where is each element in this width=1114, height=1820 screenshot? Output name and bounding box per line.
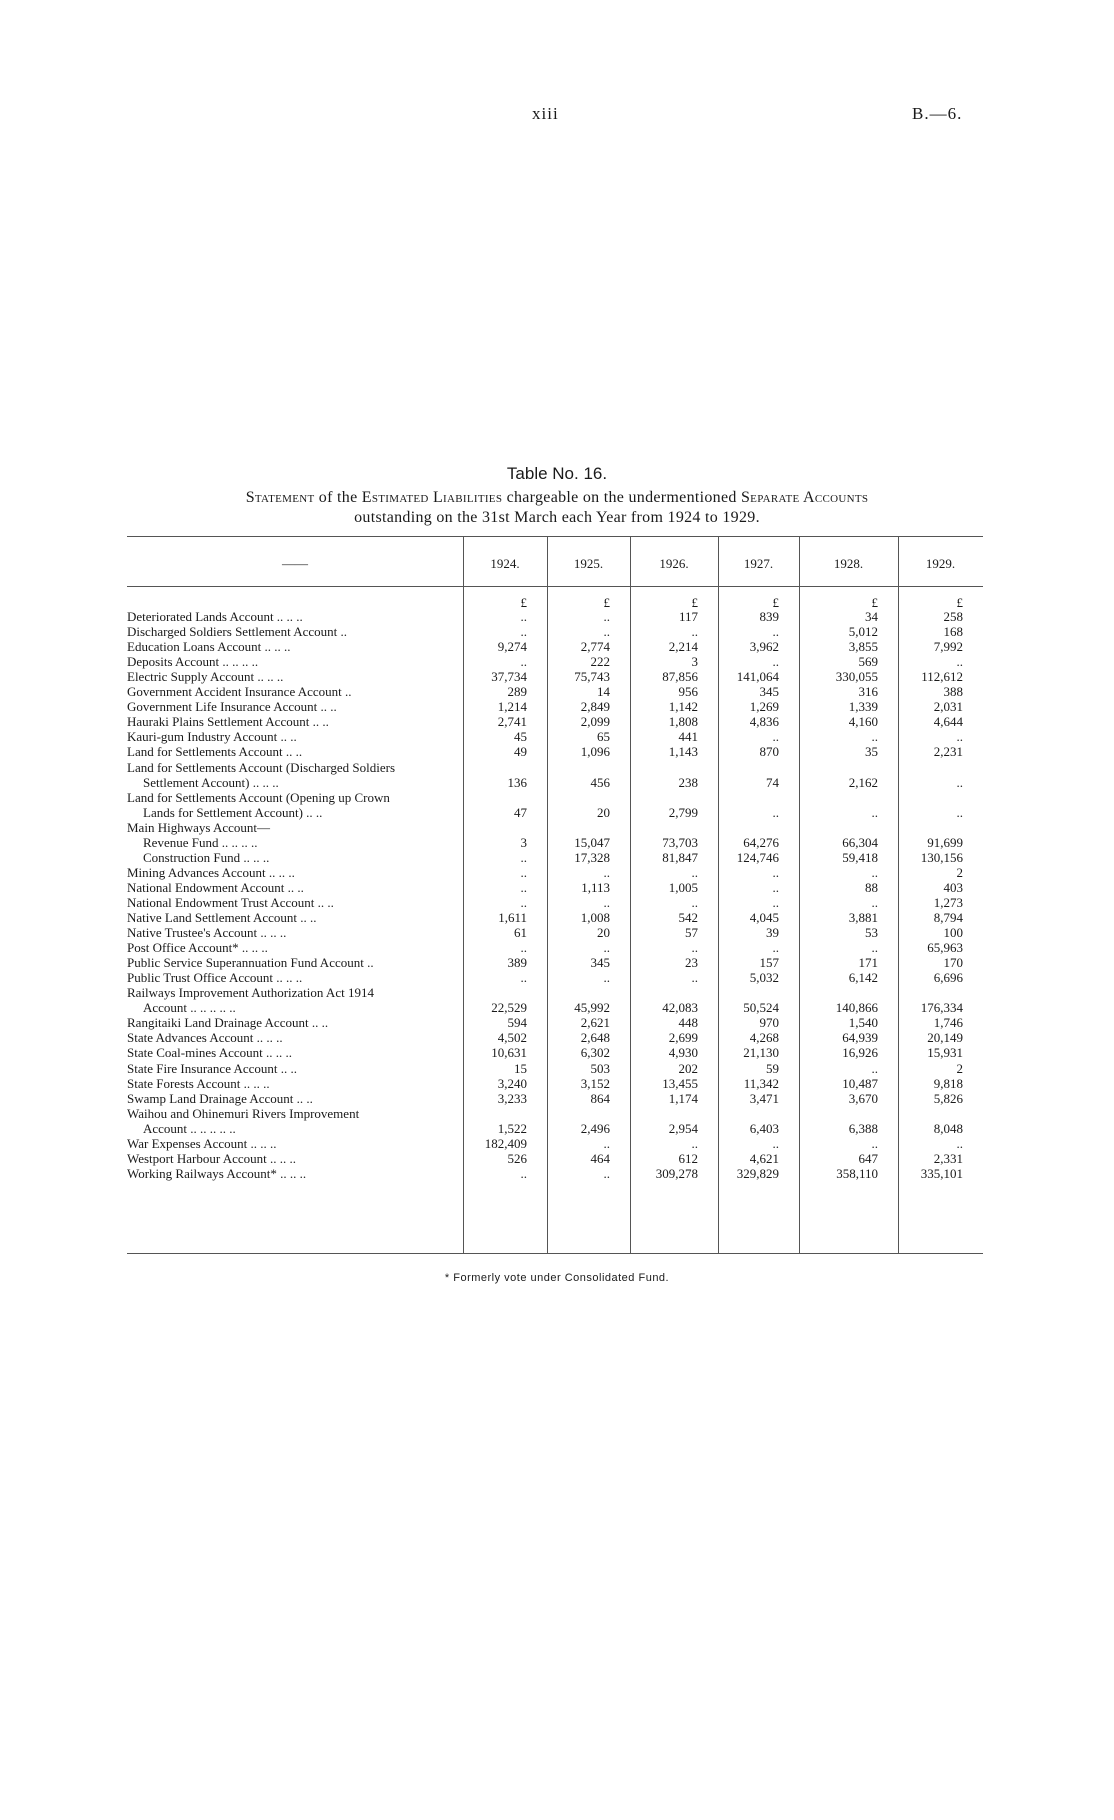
- table-cell: ..: [603, 864, 610, 880]
- table-cell: 17,328: [574, 849, 610, 865]
- table-cell: 130,156: [920, 849, 963, 865]
- table-header-rule: [127, 586, 983, 587]
- table-cell: 388: [943, 684, 963, 700]
- page-number: xiii: [532, 104, 559, 123]
- table-cell: 1,174: [668, 1090, 698, 1106]
- table-cell: ..: [603, 1165, 610, 1181]
- table-cell: ..: [603, 624, 610, 640]
- table-subtitle-line2: outstanding on the 31st March each Year from 1924 to 1929.: [354, 509, 760, 526]
- table-cell: 569: [858, 654, 878, 670]
- row-label: Education Loans Account .. .. ..: [127, 639, 291, 655]
- table-cell: 7,992: [933, 639, 963, 655]
- table-cell: 612: [678, 1150, 698, 1166]
- table-cell: 4,836: [749, 714, 779, 730]
- table-cell: 64,276: [743, 834, 779, 850]
- table-cell: ..: [520, 894, 527, 910]
- row-label: Westport Harbour Account .. .. ..: [127, 1150, 296, 1166]
- row-label: Revenue Fund .. .. .. ..: [143, 834, 258, 850]
- table-cell: 6,403: [749, 1120, 779, 1136]
- table-cell: ..: [772, 624, 779, 640]
- subtitle-estimated-liabilities: Estimated Liabilities: [361, 489, 503, 506]
- row-label: Deteriorated Lands Account .. .. ..: [127, 609, 303, 624]
- table-cell: 34: [865, 609, 878, 624]
- table-cell: 289: [507, 684, 527, 700]
- year-header: 1927.: [743, 556, 774, 571]
- row-label: Government Life Insurance Account .. ..: [127, 699, 337, 715]
- row-label: Main Highways Account—: [127, 819, 270, 835]
- table-cell: ..: [520, 864, 527, 880]
- table-cell: 11,342: [743, 1075, 779, 1091]
- table-cell: 42,083: [662, 1000, 698, 1016]
- table-cell: 65: [597, 729, 610, 745]
- table-cell: 202: [678, 1060, 698, 1076]
- table-cell: 238: [678, 774, 698, 790]
- table-cell: 3,240: [497, 1075, 527, 1091]
- table-cell: 168: [943, 624, 963, 640]
- year-header: 1928.: [833, 556, 864, 571]
- table-cell: 2,031: [933, 699, 963, 715]
- row-label: State Advances Account .. .. ..: [127, 1030, 283, 1046]
- table-cell: ..: [603, 940, 610, 956]
- table-cell: 65,963: [927, 940, 963, 956]
- table-cell: 141,064: [736, 669, 779, 685]
- row-label: State Coal-mines Account .. .. ..: [127, 1045, 293, 1061]
- table-cell: 222: [590, 654, 610, 670]
- row-label: Railways Improvement Authorization Act 1914: [127, 985, 374, 1001]
- table-cell: 8,048: [933, 1120, 963, 1136]
- table-cell: 9,274: [497, 639, 527, 655]
- table-cell: ..: [956, 774, 963, 790]
- table-cell: ..: [691, 624, 698, 640]
- table-cell: ..: [871, 940, 878, 956]
- row-label: Kauri-gum Industry Account .. ..: [127, 729, 297, 745]
- row-label: Mining Advances Account .. .. ..: [127, 864, 295, 880]
- row-label: National Endowment Trust Account .. ..: [127, 894, 334, 910]
- table-cell: 59: [766, 1060, 779, 1076]
- row-label: State Forests Account .. .. ..: [127, 1075, 270, 1091]
- row-label: Government Accident Insurance Account ..: [127, 684, 352, 700]
- table-cell: 441: [678, 729, 698, 745]
- liabilities-table: [127, 536, 983, 1254]
- table-cell: 91,699: [927, 834, 963, 850]
- table-cell: 8,794: [933, 910, 963, 925]
- table-cell: 1,143: [668, 744, 698, 760]
- table-cell: 3,962: [749, 639, 779, 655]
- table-cell: ..: [871, 804, 878, 820]
- subtitle-of-the: of the: [318, 489, 358, 506]
- table-cell: 1,096: [580, 744, 610, 760]
- table-cell: 117: [678, 609, 698, 624]
- table-cell: 3: [520, 834, 527, 850]
- table-cell: 13,455: [662, 1075, 698, 1091]
- table-cell: 136: [507, 774, 527, 790]
- table-cell: 35: [865, 744, 878, 760]
- table-cell: 87,856: [662, 669, 698, 685]
- table-cell: 335,101: [920, 1165, 963, 1181]
- row-label: Rangitaiki Land Drainage Account .. ..: [127, 1015, 329, 1031]
- table-cell: 170: [943, 955, 963, 971]
- table-cell: 2,496: [580, 1120, 610, 1136]
- table-cell: 2,231: [933, 744, 963, 760]
- table-cell: ..: [772, 894, 779, 910]
- table-cell: 6,696: [933, 970, 963, 986]
- table-cell: 47: [514, 804, 527, 820]
- table-cell: 3,881: [848, 910, 878, 925]
- table-cell: 3,233: [497, 1090, 527, 1106]
- table-cell: 15,047: [574, 834, 610, 850]
- table-cell: 81,847: [662, 849, 698, 865]
- table-cell: ..: [520, 970, 527, 986]
- table-cell: 870: [759, 744, 779, 760]
- table-cell: ..: [691, 864, 698, 880]
- table-cell: 6,388: [848, 1120, 878, 1136]
- table-cell: ..: [772, 879, 779, 895]
- table-cell: 4,268: [749, 1030, 779, 1046]
- table-cell: 594: [507, 1015, 527, 1031]
- table-cell: 124,746: [736, 849, 779, 865]
- row-label: Post Office Account* .. .. ..: [127, 940, 268, 956]
- year-header: 1924.: [490, 556, 520, 571]
- table-cell: 4,502: [497, 1030, 527, 1046]
- table-cell: 2,699: [668, 1030, 698, 1046]
- table-cell: 329,829: [736, 1165, 779, 1181]
- table-cell: 66,304: [842, 834, 878, 850]
- table-cell: 1,005: [668, 879, 698, 895]
- table-cell: ..: [603, 970, 610, 986]
- table-cell: 864: [590, 1090, 610, 1106]
- table-cell: 1,269: [749, 699, 779, 715]
- table-cell: 1,142: [668, 699, 698, 715]
- table-cell: 3: [691, 654, 698, 670]
- table-cell: ..: [691, 940, 698, 956]
- table-cell: ..: [956, 1135, 963, 1151]
- table-cell: 2,799: [668, 804, 698, 820]
- row-label: Lands for Settlement Account) .. ..: [143, 804, 323, 820]
- subtitle-statement: Statement: [245, 489, 315, 506]
- table-cell: 59,418: [842, 849, 878, 865]
- table-cell: 647: [858, 1150, 878, 1166]
- table-cell: 1,611: [498, 910, 527, 925]
- table-cell: 14: [597, 684, 610, 700]
- row-label: Native Trustee's Account .. .. ..: [127, 925, 287, 941]
- table-cell: 526: [507, 1150, 527, 1166]
- table-cell: 176,334: [920, 1000, 963, 1016]
- table-cell: ..: [520, 609, 527, 624]
- table-cell: ..: [772, 729, 779, 745]
- table-cell: ..: [520, 940, 527, 956]
- table-cell: ..: [871, 864, 878, 880]
- footnote: * Formerly vote under Consolidated Fund.: [444, 1272, 670, 1284]
- row-label: Land for Settlements Account (Opening up Crown: [127, 789, 390, 805]
- table-cell: ..: [956, 804, 963, 820]
- row-label: Deposits Account .. .. .. ..: [127, 654, 259, 670]
- table-cell: ..: [772, 804, 779, 820]
- table-cell: 10,487: [842, 1075, 878, 1091]
- year-header: 1929.: [925, 556, 956, 571]
- table-cell: 20,149: [927, 1030, 963, 1046]
- row-label: Account .. .. .. .. ..: [143, 1120, 236, 1136]
- table-cell: 5,032: [749, 970, 779, 986]
- table-cell: 839: [759, 609, 779, 624]
- row-label: State Fire Insurance Account .. ..: [127, 1060, 298, 1076]
- table-cell: 61: [514, 925, 527, 941]
- row-label: Native Land Settlement Account .. ..: [127, 910, 317, 925]
- table-cell: 309,278: [655, 1165, 698, 1181]
- table-cell: 2,741: [497, 714, 527, 730]
- table-cell: 10,631: [491, 1045, 527, 1061]
- table-cell: 2,849: [580, 699, 610, 715]
- table-cell: 464: [590, 1150, 610, 1166]
- table-cell: 171: [858, 955, 878, 971]
- table-cell: 316: [858, 684, 878, 700]
- table-cell: 345: [759, 684, 779, 700]
- table-cell: ..: [772, 864, 779, 880]
- table-cell: 112,612: [921, 669, 963, 685]
- table-cell: ..: [603, 1135, 610, 1151]
- table-cell: ..: [772, 940, 779, 956]
- table-cell: 157: [759, 955, 779, 971]
- table-cell: 2,648: [580, 1030, 610, 1046]
- table-cell: 1,522: [497, 1120, 527, 1136]
- table-cell: 2,214: [668, 639, 698, 655]
- table-cell: 6,302: [580, 1045, 610, 1061]
- table-cell: ..: [871, 894, 878, 910]
- table-cell: 542: [678, 910, 698, 925]
- table-cell: ..: [691, 970, 698, 986]
- table-cell: ..: [520, 1165, 527, 1181]
- table-cell: 2,162: [848, 774, 878, 790]
- table-cell: 358,110: [836, 1165, 878, 1181]
- unit-label: £: [691, 595, 698, 610]
- document-reference: B.—6.: [912, 104, 963, 123]
- table-cell: 2: [956, 1060, 963, 1076]
- table-cell: 2,774: [580, 639, 610, 655]
- unit-label: £: [603, 595, 610, 610]
- table-cell: 53: [865, 925, 878, 941]
- table-cell: 73,703: [662, 834, 698, 850]
- table-cell: 50,524: [743, 1000, 779, 1016]
- table-cell: ..: [520, 879, 527, 895]
- row-label: Waihou and Ohinemuri Rivers Improvement: [127, 1105, 360, 1121]
- subtitle-chargeable: chargeable on the undermentioned: [506, 489, 737, 506]
- row-label: Discharged Soldiers Settlement Account ..: [127, 624, 347, 640]
- table-cell: 456: [590, 774, 610, 790]
- table-cell: ..: [603, 894, 610, 910]
- table-cell: 39: [766, 925, 779, 941]
- table-cell: 956: [678, 684, 698, 700]
- table-cell: 45,992: [574, 1000, 610, 1016]
- table-cell: 74: [766, 774, 779, 790]
- row-label: Public Trust Office Account .. .. ..: [127, 970, 303, 986]
- row-label: Working Railways Account* .. .. ..: [127, 1165, 307, 1181]
- table-cell: 6,142: [848, 970, 878, 986]
- table-cell: ..: [691, 894, 698, 910]
- table-bottom-rule: [127, 1253, 983, 1254]
- table-cell: 21,130: [743, 1045, 779, 1061]
- table-cell: ..: [871, 729, 878, 745]
- table-cell: 403: [943, 879, 963, 895]
- table-cell: 2,331: [933, 1150, 963, 1166]
- table-cell: 9,818: [933, 1075, 963, 1091]
- table-cell: 1,808: [668, 714, 698, 730]
- table-cell: 16,926: [842, 1045, 878, 1061]
- table-cell: 140,866: [835, 1000, 878, 1016]
- table-cell: ..: [871, 1135, 878, 1151]
- table-cell: ..: [520, 849, 527, 865]
- table-subtitle-line1: [0, 489, 1114, 507]
- table-cell: 1,113: [581, 879, 610, 895]
- table-cell: 1,214: [497, 699, 527, 715]
- table-cell: 2,099: [580, 714, 610, 730]
- table-cell: 4,160: [848, 714, 878, 730]
- row-label: Land for Settlements Account .. ..: [127, 744, 303, 760]
- table-cell: ..: [871, 1060, 878, 1076]
- table-cell: 20: [597, 925, 610, 941]
- table-cell: 2: [956, 864, 963, 880]
- table-cell: 64,939: [842, 1030, 878, 1046]
- table-cell: ..: [772, 1135, 779, 1151]
- table-cell: 1,008: [580, 910, 610, 925]
- table-cell: 3,855: [848, 639, 878, 655]
- table-top-rule: [127, 536, 983, 537]
- table-cell: 258: [943, 609, 963, 624]
- table-cell: 4,045: [749, 910, 779, 925]
- table-cell: 182,409: [484, 1135, 527, 1151]
- table-cell: 4,621: [749, 1150, 779, 1166]
- unit-label: £: [772, 595, 779, 610]
- table-cell: 345: [590, 955, 610, 971]
- table-cell: 45: [514, 729, 527, 745]
- table-cell: 970: [759, 1015, 779, 1031]
- table-cell: ..: [520, 624, 527, 640]
- row-label: Electric Supply Account .. .. ..: [127, 669, 284, 685]
- table-cell: 100: [943, 925, 963, 941]
- table-cell: ..: [520, 654, 527, 670]
- table-cell: ..: [772, 654, 779, 670]
- stub-header: ——: [282, 556, 308, 571]
- table-cell: 15,931: [927, 1045, 963, 1061]
- row-label: Construction Fund .. .. ..: [143, 849, 270, 865]
- table-cell: 4,930: [668, 1045, 698, 1061]
- unit-label: £: [956, 595, 963, 610]
- table-cell: 2,621: [580, 1015, 610, 1031]
- table-cell: 1,746: [933, 1015, 963, 1031]
- row-label: Account .. .. .. .. ..: [143, 1000, 236, 1016]
- subtitle-separate-accounts: Separate Accounts: [740, 489, 869, 506]
- table-cell: 389: [507, 955, 527, 971]
- table-cell: 3,471: [749, 1090, 779, 1106]
- table-cell: 5,012: [848, 624, 878, 640]
- table-cell: 22,529: [491, 1000, 527, 1016]
- table-cell: 88: [865, 879, 878, 895]
- table-cell: 4,644: [933, 714, 963, 730]
- table-cell: 3,670: [848, 1090, 878, 1106]
- row-label: National Endowment Account .. ..: [127, 879, 304, 895]
- table-cell: 448: [678, 1015, 698, 1031]
- row-label: Swamp Land Drainage Account .. ..: [127, 1090, 313, 1106]
- table-cell: 23: [685, 955, 698, 971]
- table-cell: 49: [514, 744, 527, 760]
- table-cell: 37,734: [491, 669, 527, 685]
- table-cell: ..: [956, 729, 963, 745]
- table-cell: 75,743: [574, 669, 610, 685]
- table-cell: 1,273: [933, 894, 963, 910]
- row-label: Hauraki Plains Settlement Account .. ..: [127, 714, 329, 730]
- table-title: Table No. 16.: [506, 464, 608, 483]
- table-cell: 5,826: [933, 1090, 963, 1106]
- table-cell: 3,152: [580, 1075, 610, 1091]
- row-label: Public Service Superannuation Fund Account ..: [127, 955, 374, 971]
- table-cell: 57: [685, 925, 698, 941]
- table-cell: ..: [691, 1135, 698, 1151]
- table-cell: ..: [956, 654, 963, 670]
- year-header: 1926.: [659, 556, 689, 571]
- row-label: War Expenses Account .. .. ..: [127, 1135, 277, 1151]
- unit-label: £: [871, 595, 878, 610]
- table-cell: 20: [597, 804, 610, 820]
- table-cell: 15: [514, 1060, 527, 1076]
- table-cell: 2,954: [668, 1120, 698, 1136]
- table-cell: ..: [603, 609, 610, 624]
- unit-label: £: [520, 595, 527, 610]
- table-cell: 503: [590, 1060, 610, 1076]
- table-cell: 1,339: [848, 699, 878, 715]
- row-label: Settlement Account) .. .. ..: [143, 774, 279, 790]
- year-header: 1925.: [573, 556, 604, 571]
- table-cell: 1,540: [848, 1015, 878, 1031]
- row-label: Land for Settlements Account (Discharged Soldiers: [127, 759, 396, 775]
- table-cell: 330,055: [835, 669, 878, 685]
